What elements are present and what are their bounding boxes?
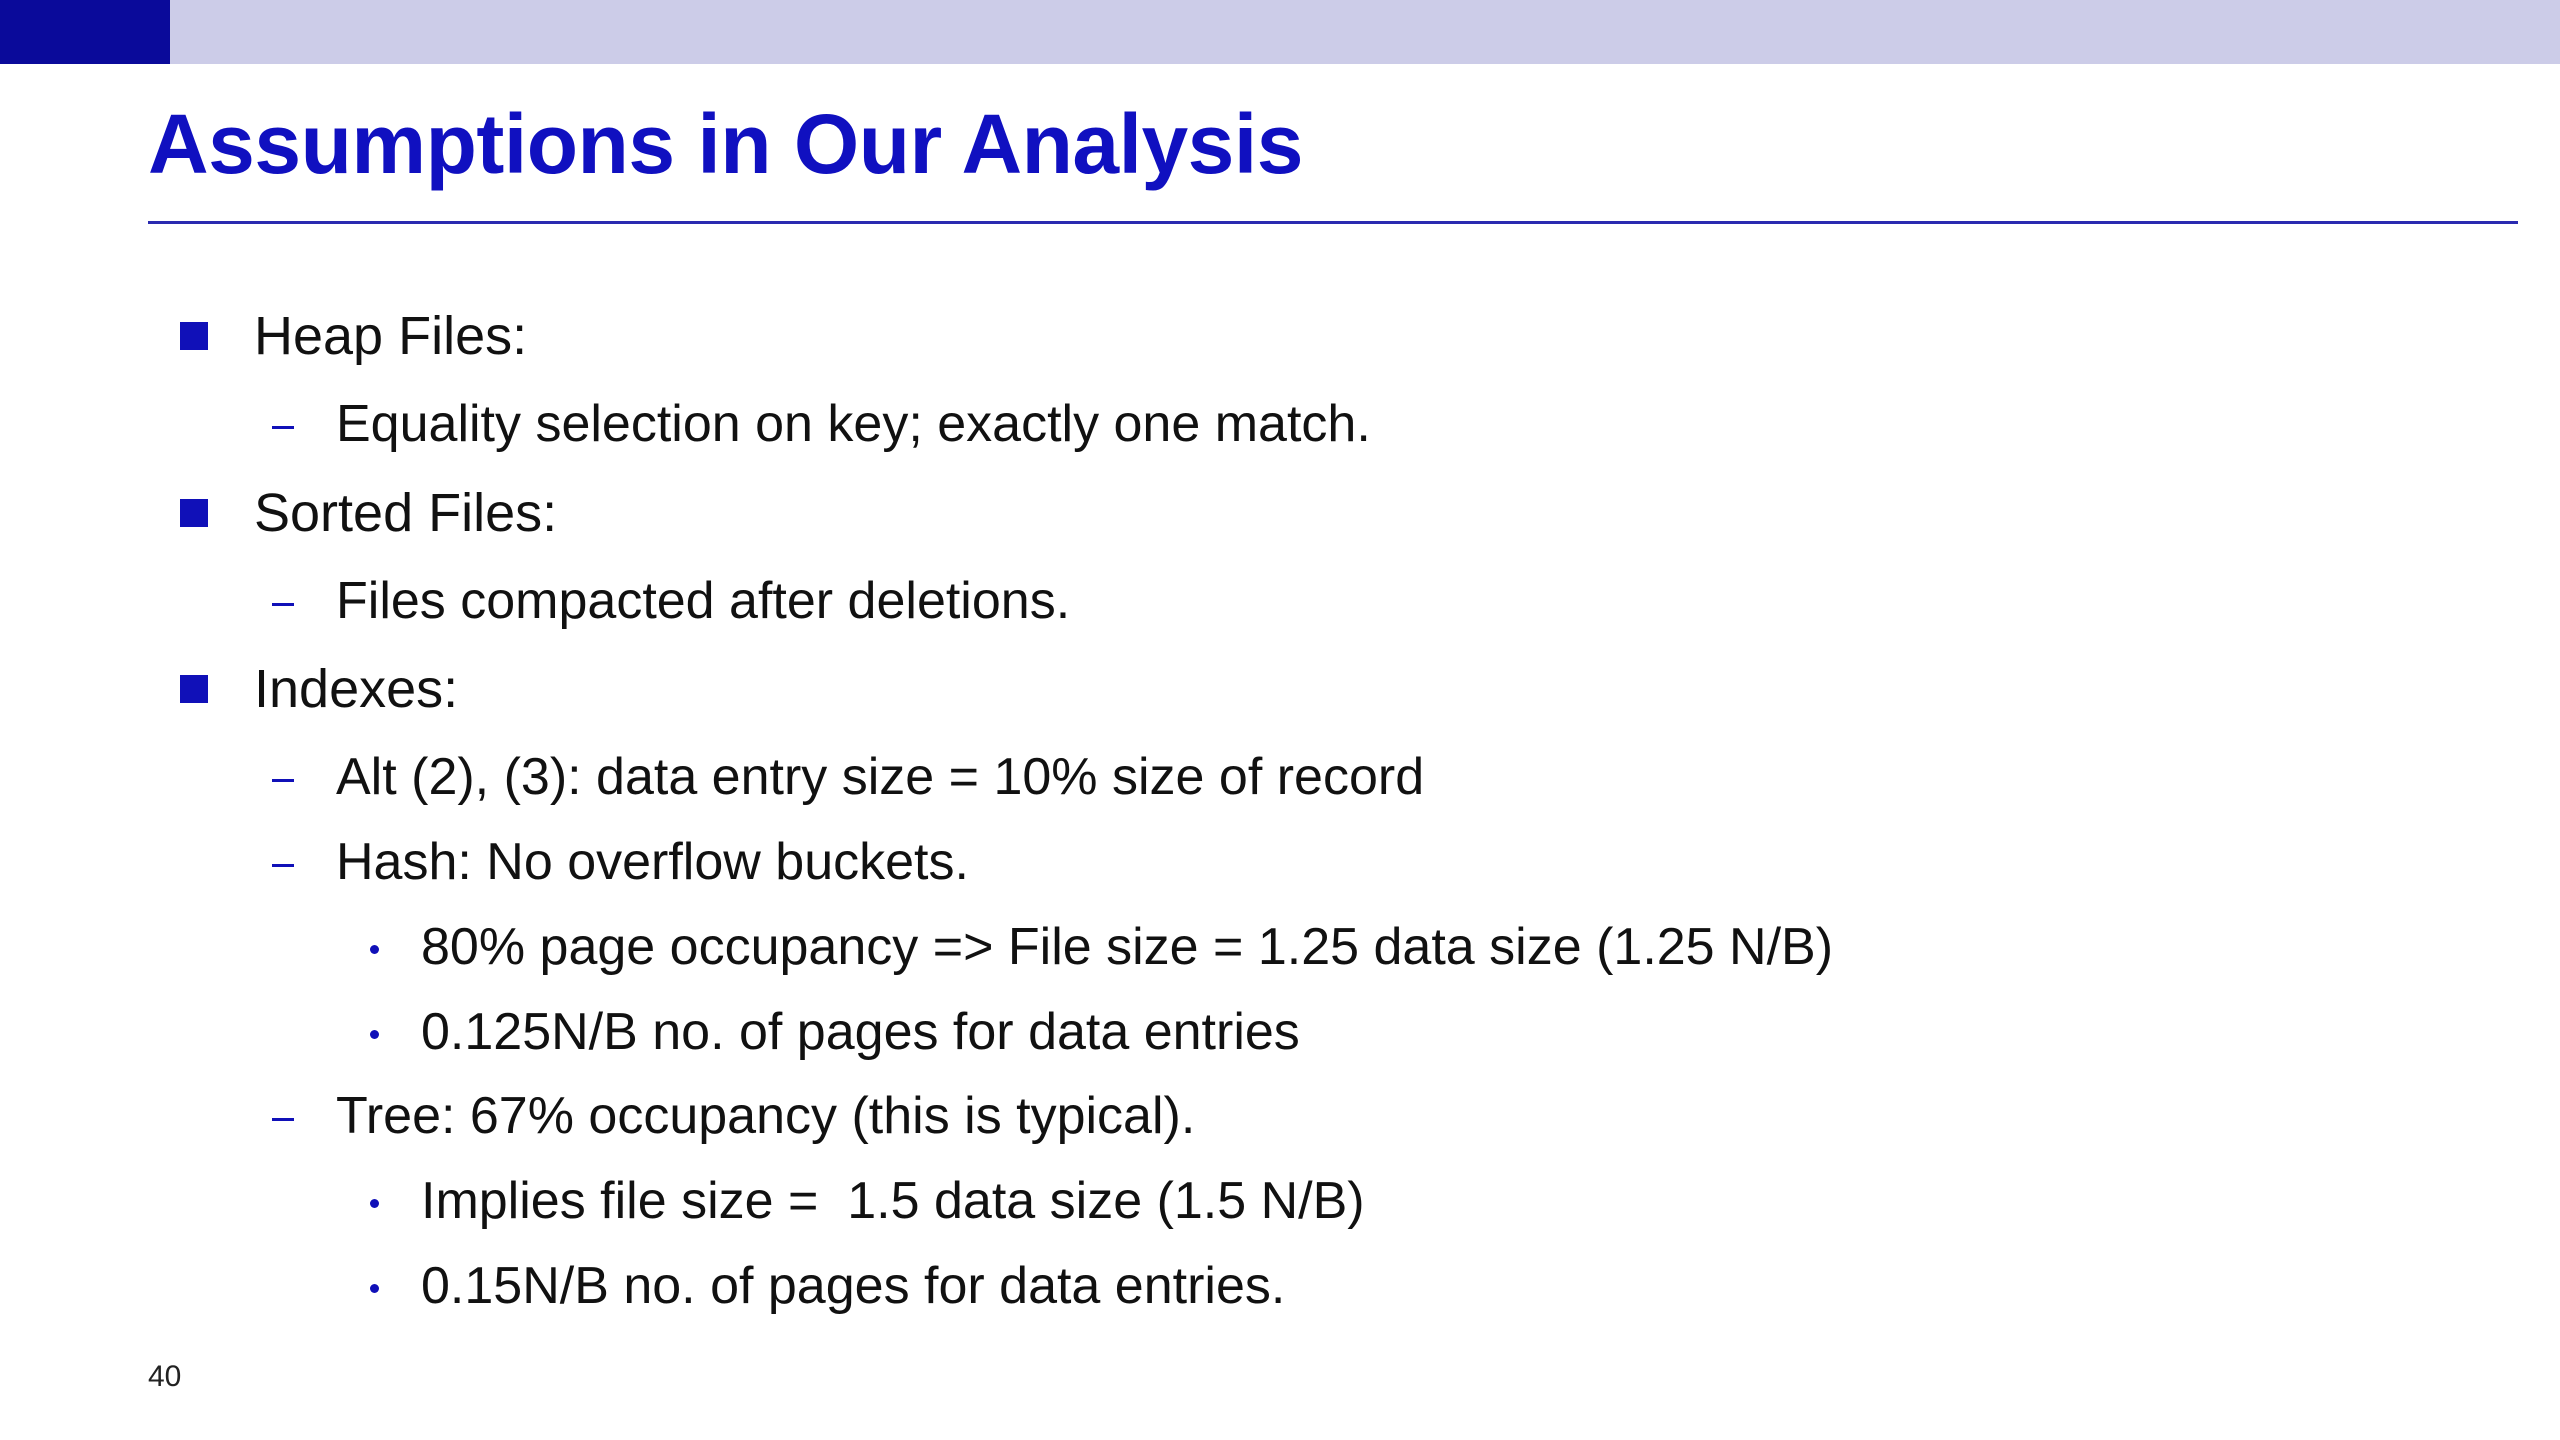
bullet-text: Files compacted after deletions. bbox=[336, 572, 1071, 630]
page-number: 40 bbox=[148, 1360, 182, 1393]
bullet-text: 0.125N/B no. of pages for data entries bbox=[421, 1003, 1300, 1061]
dash-bullet-icon bbox=[272, 426, 294, 429]
slide-title: Assumptions in Our Analysis bbox=[148, 97, 1303, 191]
bullet-text: 80% page occupancy => File size = 1.25 data size (1.25 N/B) bbox=[421, 918, 1834, 976]
bullet-text: Tree: 67% occupancy (this is typical). bbox=[336, 1087, 1196, 1145]
sub-bullet-files-compacted bbox=[272, 571, 1070, 631]
bullet-indexes bbox=[180, 658, 458, 720]
square-bullet-icon bbox=[180, 499, 208, 527]
dot-bullet-icon bbox=[370, 945, 379, 954]
bullet-text: 0.15N/B no. of pages for data entries. bbox=[421, 1257, 1286, 1315]
dash-bullet-icon bbox=[272, 864, 294, 867]
bullet-text: Implies file size = 1.5 data size (1.5 N/B) bbox=[421, 1172, 1365, 1230]
dot-bullet-icon bbox=[370, 1199, 379, 1208]
sub-sub-bullet-tree-file-size bbox=[370, 1171, 1365, 1231]
sub-sub-bullet-tree-pages bbox=[370, 1256, 1285, 1316]
dash-bullet-icon bbox=[272, 1118, 294, 1121]
bullet-text: Alt (2), (3): data entry size = 10% size of record bbox=[336, 748, 1425, 806]
bullet-text: Heap Files: bbox=[254, 306, 528, 366]
bullet-text: Equality selection on key; exactly one match. bbox=[336, 395, 1371, 453]
square-bullet-icon bbox=[180, 322, 208, 350]
bullet-sorted-files bbox=[180, 482, 557, 544]
sub-bullet-alt-data-entry bbox=[272, 747, 1424, 807]
dot-bullet-icon bbox=[370, 1030, 379, 1039]
bullet-text: Sorted Files: bbox=[254, 483, 558, 543]
bullet-heap-files bbox=[180, 305, 527, 367]
bullet-text: Hash: No overflow buckets. bbox=[336, 833, 969, 891]
sub-bullet-hash bbox=[272, 832, 969, 892]
sub-bullet-equality-selection bbox=[272, 394, 1371, 454]
sub-bullet-tree bbox=[272, 1086, 1195, 1146]
sub-sub-bullet-hash-pages bbox=[370, 1002, 1300, 1062]
dot-bullet-icon bbox=[370, 1284, 379, 1293]
sub-sub-bullet-hash-occupancy bbox=[370, 917, 1833, 977]
dash-bullet-icon bbox=[272, 603, 294, 606]
bullet-text: Indexes: bbox=[254, 659, 459, 719]
dash-bullet-icon bbox=[272, 779, 294, 782]
square-bullet-icon bbox=[180, 675, 208, 703]
